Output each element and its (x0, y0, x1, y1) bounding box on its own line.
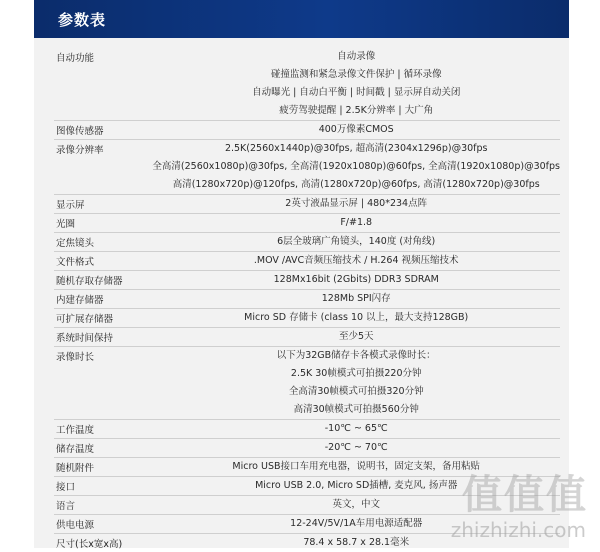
spec-row (54, 328, 560, 347)
spec-values (152, 140, 560, 195)
spec-value: 自动录像 (152, 48, 560, 66)
spec-value: Micro USB接口车用充电器，说明书，固定支架，备用粘贴 (152, 458, 560, 476)
spec-row (54, 214, 560, 233)
spec-label: 文件格式 (54, 252, 152, 271)
spec-value: F/#1.8 (152, 214, 560, 232)
spec-value: 2.5K 30帧模式可拍摄220分钟 (152, 365, 560, 383)
spec-value: 128Mx16bit (2Gbits) DDR3 SDRAM (152, 271, 560, 289)
spec-value: 高清(1280x720p)@120fps, 高清(1280x720p)@60fps, 高清(1280x720p)@30fps (152, 176, 560, 194)
header-bar (34, 0, 569, 38)
spec-value: 疲劳驾驶提醒 | 2.5K分辨率 | 大广角 (152, 102, 560, 120)
spec-label: 语言 (54, 496, 152, 515)
spec-value: 高清30帧模式可拍摄560分钟 (152, 401, 560, 419)
spec-label: 图像传感器 (54, 121, 152, 140)
spec-values (152, 233, 560, 252)
spec-row (54, 121, 560, 140)
spec-label: 系统时间保持 (54, 328, 152, 347)
spec-value: 以下为32GB储存卡各模式录像时长： (152, 347, 560, 365)
spec-label: 录像时长 (54, 347, 152, 420)
spec-row (54, 439, 560, 458)
spec-values (152, 290, 560, 309)
spec-value: 12-24V/5V/1A车用电源适配器 (152, 515, 560, 533)
spec-value: 78.4 x 58.7 x 28.1毫米 (152, 534, 560, 552)
spec-values (152, 195, 560, 214)
spec-value: 至少5天 (152, 328, 560, 346)
spec-label: 显示屏 (54, 195, 152, 214)
spec-value: 400万像素CMOS (152, 121, 560, 139)
spec-label: 供电电源 (54, 515, 152, 534)
spec-row (54, 309, 560, 328)
watermark-logo: 值值值 (462, 463, 588, 520)
spec-value: -10℃ ~ 65℃ (152, 420, 560, 438)
spec-value: 全高清30帧模式可拍摄320分钟 (152, 383, 560, 401)
spec-value: -20℃ ~ 70℃ (152, 439, 560, 457)
watermark-domain: zhizhizhi.com (451, 518, 586, 542)
spec-value: Micro SD 存储卡 (class 10 以上，最大支持128GB) (152, 309, 560, 327)
spec-values (152, 271, 560, 290)
spec-label: 录像分辨率 (54, 140, 152, 195)
spec-label: 随机附件 (54, 458, 152, 477)
spec-value: 6层全玻璃广角镜头，140度 (对角线) (152, 233, 560, 251)
spec-values (152, 420, 560, 439)
spec-values (152, 439, 560, 458)
spec-label: 光圈 (54, 214, 152, 233)
spec-value: 自动曝光 | 自动白平衡 | 时间戳 | 显示屏自动关闭 (152, 84, 560, 102)
page-title: 参数表 (58, 9, 106, 30)
spec-value: 碰撞监测和紧急录像文件保护 | 循环录像 (152, 66, 560, 84)
spec-values (152, 309, 560, 328)
spec-label: 随机存取存储器 (54, 271, 152, 290)
spec-label: 可扩展存储器 (54, 309, 152, 328)
spec-value: 全高清(2560x1080p)@30fps, 全高清(1920x1080p)@60fps, 全高清(1920x1080p)@30fps (152, 158, 560, 176)
spec-label: 储存温度 (54, 439, 152, 458)
spec-row (54, 347, 560, 420)
spec-values (152, 121, 560, 140)
spec-row (54, 290, 560, 309)
spec-row (54, 140, 560, 195)
spec-values (152, 252, 560, 271)
spec-row (54, 271, 560, 290)
spec-row (54, 48, 560, 121)
spec-row (54, 233, 560, 252)
spec-row (54, 195, 560, 214)
spec-value: 2英寸液晶显示屏 | 480*234点阵 (152, 195, 560, 213)
spec-value: .MOV /AVC音频压缩技术 / H.264 视频压缩技术 (152, 252, 560, 270)
spec-label: 自动功能 (54, 48, 152, 121)
spec-row (54, 420, 560, 439)
spec-values (152, 328, 560, 347)
spec-label: 定焦镜头 (54, 233, 152, 252)
spec-label: 尺寸(长x宽x高) (54, 534, 152, 552)
spec-values (152, 214, 560, 233)
spec-values (152, 347, 560, 420)
spec-label: 内建存储器 (54, 290, 152, 309)
spec-value: 2.5K(2560x1440p)@30fps, 超高清(2304x1296p)@30fps (152, 140, 560, 158)
spec-values (152, 48, 560, 121)
spec-row (54, 252, 560, 271)
spec-value: 128Mb SPI闪存 (152, 290, 560, 308)
spec-value: 英文，中文 (152, 496, 560, 514)
spec-label: 接口 (54, 477, 152, 496)
spec-value: Micro USB 2.0, Micro SD插槽, 麦克风, 扬声器 (152, 477, 560, 495)
spec-label: 工作温度 (54, 420, 152, 439)
